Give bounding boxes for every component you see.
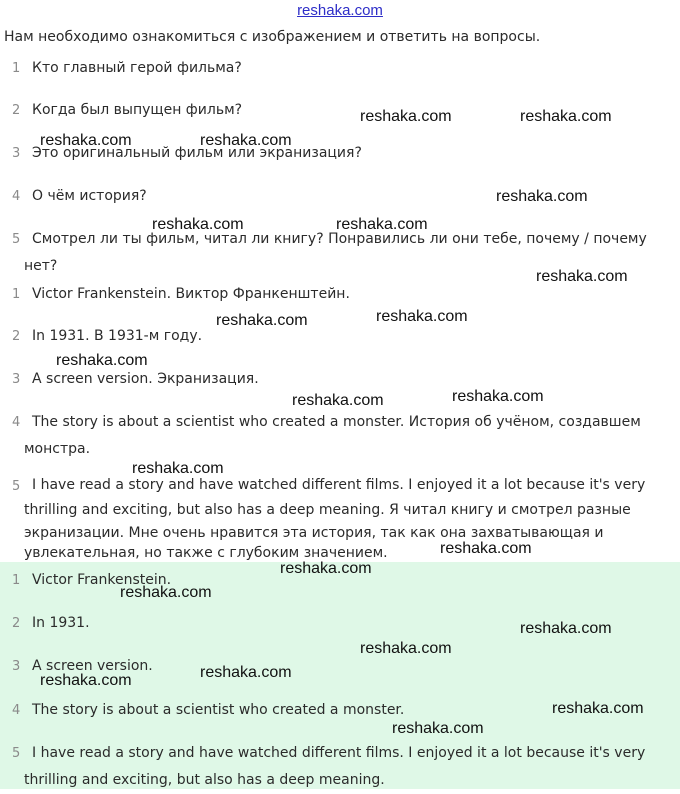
watermark: reshaka.com — [200, 132, 292, 149]
watermark: reshaka.com — [552, 700, 644, 717]
watermark: reshaka.com — [520, 620, 612, 637]
item-number: 1 — [12, 61, 21, 76]
watermark: reshaka.com — [392, 720, 484, 737]
question-text: Это оригинальный фильм или экранизация? — [32, 145, 362, 161]
item-number: 1 — [12, 287, 21, 302]
answer-text — [24, 409, 668, 463]
answer-line: I have read a story and have watched different films. I enjoyed it a lot because it's very — [32, 477, 646, 493]
item-number: 4 — [12, 415, 21, 430]
item-number: 4 — [12, 189, 21, 204]
watermark: reshaka.com — [152, 216, 244, 233]
watermark: reshaka.com — [336, 216, 428, 233]
watermark: reshaka.com — [40, 132, 132, 149]
item-number: 3 — [12, 372, 21, 387]
question-text: Когда был выпущен фильм? — [32, 102, 243, 118]
watermark: reshaka.com — [376, 308, 468, 325]
watermark: reshaka.com — [292, 392, 384, 409]
watermark: reshaka.com — [452, 388, 544, 405]
watermark: reshaka.com — [216, 312, 308, 329]
watermark: reshaka.com — [520, 108, 612, 125]
watermark: reshaka.com — [440, 540, 532, 557]
item-number: 3 — [12, 146, 21, 161]
watermark: reshaka.com — [132, 460, 224, 477]
answer-line: I have read a story and have watched different films. I enjoyed it a lot because it's very — [32, 745, 646, 761]
watermark: reshaka.com — [280, 560, 372, 577]
answer-text: The story is about a scientist who created a monster. — [32, 702, 405, 718]
answer-text — [24, 740, 668, 794]
item-number: 5 — [12, 746, 21, 761]
answer-text: A screen version. Экранизация. — [32, 371, 259, 387]
question-text: О чём история? — [32, 188, 147, 204]
watermark: reshaka.com — [536, 268, 628, 285]
answer-text: Victor Frankenstein. — [32, 572, 172, 588]
question-line: нет? — [24, 258, 58, 274]
item-number: 5 — [12, 232, 21, 247]
answer-line: монстра. — [24, 441, 91, 457]
task-intro: Нам необходимо ознакомиться с изображением и ответить на вопросы. — [4, 29, 541, 45]
answer-text: In 1931. — [32, 615, 90, 631]
item-number: 1 — [12, 573, 21, 588]
answer-line: thrilling and exciting, but also has a deep meaning. Я читал книгу и смотрел разные — [24, 502, 631, 518]
watermark: reshaka.com — [496, 188, 588, 205]
watermark: reshaka.com — [120, 584, 212, 601]
watermark: reshaka.com — [360, 108, 452, 125]
watermark: reshaka.com — [56, 352, 148, 369]
answer-line: увлекательная, но также с глубоким значением. — [24, 545, 388, 561]
item-number: 2 — [12, 103, 21, 118]
watermark: reshaka.com — [40, 672, 132, 689]
answer-line: thrilling and exciting, but also has a deep meaning. — [24, 772, 385, 788]
watermark: reshaka.com — [200, 664, 292, 681]
site-link[interactable]: reshaka.com — [297, 2, 383, 19]
answer-line: The story is about a scientist who created a monster. История об учёном, создавшем — [32, 414, 641, 430]
answer-line: экранизации. Мне очень нравится эта история, так как она захватывающая и — [24, 525, 604, 541]
item-number: 2 — [12, 329, 21, 344]
answer-text: In 1931. В 1931-м году. — [32, 328, 203, 344]
item-number: 2 — [12, 616, 21, 631]
question-line: Смотрел ли ты фильм, читал ли книгу? Понравились ли они тебе, почему / почему — [32, 231, 647, 247]
answer-text: Victor Frankenstein. Виктор Франкенштейн. — [32, 286, 350, 302]
item-number: 5 — [12, 479, 21, 494]
answer-text: A screen version. — [32, 658, 153, 674]
item-number: 3 — [12, 659, 21, 674]
watermark: reshaka.com — [360, 640, 452, 657]
answer-text — [24, 473, 668, 563]
question-text: Кто главный герой фильма? — [32, 60, 242, 76]
item-number: 4 — [12, 703, 21, 718]
